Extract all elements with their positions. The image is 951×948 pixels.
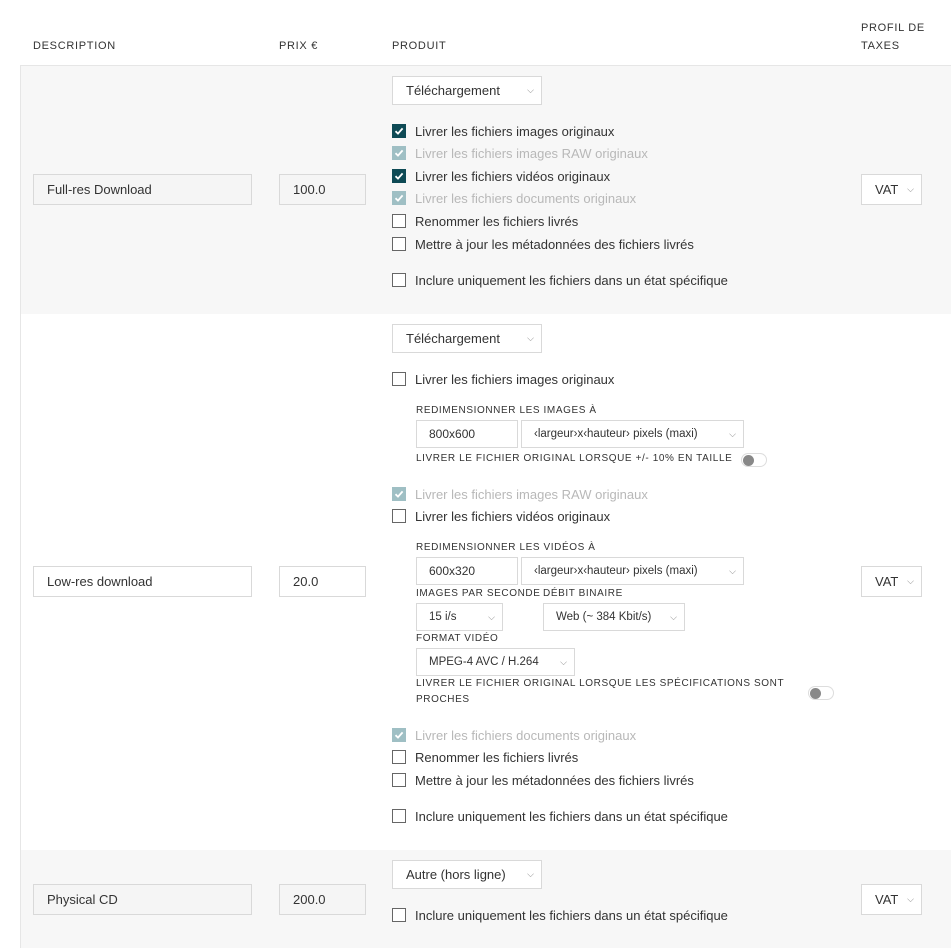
option-checkbox — [392, 485, 648, 503]
chevron-down-icon: ⌵ — [907, 894, 914, 904]
option-checkbox[interactable] — [392, 167, 610, 185]
video-format-select[interactable] — [416, 648, 575, 676]
option-label: Livrer les fichiers images RAW originaux — [415, 486, 648, 502]
header-description: DESCRIPTION — [33, 40, 116, 52]
checkbox-box[interactable] — [392, 237, 406, 251]
image-resize-mode-select[interactable] — [521, 420, 744, 448]
option-label: Livrer les fichiers images originaux — [415, 123, 615, 139]
header-tax-profile-line1: PROFIL DE — [861, 22, 925, 34]
option-label: Renommer les fichiers livrés — [415, 749, 579, 765]
chevron-down-icon: ⌵ — [670, 612, 677, 622]
chevron-down-icon: ⌵ — [488, 612, 495, 622]
header-tax-profile-line2: TAXES — [861, 40, 900, 52]
product-type-select[interactable] — [392, 324, 542, 353]
option-label: Inclure uniquement les fichiers dans un état spécifique — [415, 272, 728, 288]
chevron-down-icon: ⌵ — [907, 576, 914, 586]
product-type-value: Téléchargement — [406, 331, 500, 346]
chevron-down-icon: ⌵ — [907, 184, 914, 194]
check-icon — [392, 146, 406, 160]
price-input[interactable]: 20.0 — [279, 566, 366, 597]
chevron-down-icon: ⌵ — [527, 869, 534, 879]
video-resize-label: REDIMENSIONNER LES VIDÉOS À — [416, 542, 596, 553]
description-input[interactable]: Full-res Download — [33, 174, 252, 205]
check-icon — [392, 191, 406, 205]
tax-profile-value: VAT — [875, 574, 899, 589]
option-label: Inclure uniquement les fichiers dans un état spécifique — [415, 808, 728, 824]
toggle-knob — [743, 455, 754, 466]
option-checkbox[interactable] — [392, 748, 578, 766]
fps-label: IMAGES PAR SECONDE — [416, 588, 541, 599]
video-format-value: MPEG-4 AVC / H.264 — [429, 656, 539, 668]
header-price: PRIX € — [279, 40, 319, 52]
checkbox-box[interactable] — [392, 509, 406, 523]
checkbox-box[interactable] — [392, 372, 406, 386]
video-resize-mode-select[interactable] — [521, 557, 744, 585]
image-resize-input[interactable]: 800x600 — [416, 420, 518, 448]
option-checkbox[interactable] — [392, 212, 578, 230]
checkbox-box[interactable] — [392, 214, 406, 228]
option-checkbox[interactable] — [392, 370, 614, 388]
description-input[interactable]: Physical CD — [33, 884, 252, 915]
option-checkbox[interactable] — [392, 122, 614, 140]
header-product: PRODUIT — [392, 40, 447, 52]
tax-profile-select[interactable] — [861, 174, 922, 205]
option-label: Livrer les fichiers documents originaux — [415, 190, 637, 206]
option-label: Livrer les fichiers vidéos originaux — [415, 168, 611, 184]
price-input[interactable]: 200.0 — [279, 884, 366, 915]
chevron-down-icon: ⌵ — [729, 566, 736, 576]
price-input[interactable]: 100.0 — [279, 174, 366, 205]
check-icon — [392, 487, 406, 501]
toggle-knob — [810, 688, 821, 699]
fps-select[interactable] — [416, 603, 503, 631]
image-resize-mode-value: ‹largeur›x‹hauteur› pixels (maxi) — [534, 428, 698, 440]
tax-profile-select[interactable] — [861, 566, 922, 597]
checkbox-box[interactable] — [392, 908, 406, 922]
checkbox-box[interactable] — [392, 273, 406, 287]
option-label: Mettre à jour les métadonnées des fichiers livrés — [415, 772, 694, 788]
option-checkbox[interactable] — [392, 235, 694, 253]
product-type-select[interactable] — [392, 860, 542, 889]
chevron-down-icon: ⌵ — [729, 429, 736, 439]
video-format-label: FORMAT VIDÉO — [416, 633, 499, 644]
option-label: Livrer les fichiers images RAW originaux — [415, 145, 648, 161]
bitrate-label: DÉBIT BINAIRE — [543, 588, 623, 599]
chevron-down-icon: ⌵ — [527, 333, 534, 343]
state-filter-checkbox[interactable] — [392, 271, 728, 289]
bitrate-select[interactable] — [543, 603, 685, 631]
option-label: Livrer les fichiers vidéos originaux — [415, 508, 611, 524]
check-icon[interactable] — [392, 124, 406, 138]
tax-profile-select[interactable] — [861, 884, 922, 915]
product-type-value: Téléchargement — [406, 83, 500, 98]
product-type-value: Autre (hors ligne) — [406, 867, 506, 882]
checkbox-box[interactable] — [392, 750, 406, 764]
option-checkbox[interactable] — [392, 507, 610, 525]
checkbox-box[interactable] — [392, 809, 406, 823]
video-keep-original-label-line1: LIVRER LE FICHIER ORIGINAL LORSQUE LES SPÉCIFICATIONS SONT — [416, 678, 785, 689]
option-checkbox — [392, 144, 648, 162]
state-filter-checkbox[interactable] — [392, 807, 728, 825]
checkbox-box[interactable] — [392, 773, 406, 787]
chevron-down-icon: ⌵ — [560, 657, 567, 667]
bitrate-value: Web (~ 384 Kbit/s) — [556, 611, 652, 623]
description-input[interactable]: Low-res download — [33, 566, 252, 597]
image-keep-original-label: LIVRER LE FICHIER ORIGINAL LORSQUE +/- 10% EN TAILLE — [416, 453, 733, 464]
video-keep-original-label-line2: PROCHES — [416, 694, 470, 705]
tax-profile-value: VAT — [875, 892, 899, 907]
image-resize-label: REDIMENSIONNER LES IMAGES À — [416, 405, 597, 416]
option-label: Livrer les fichiers images originaux — [415, 371, 615, 387]
image-keep-original-toggle[interactable] — [741, 453, 767, 467]
option-checkbox — [392, 189, 636, 207]
video-resize-input[interactable]: 600x320 — [416, 557, 518, 585]
option-checkbox[interactable] — [392, 771, 694, 789]
video-keep-original-toggle[interactable] — [808, 686, 834, 700]
check-icon[interactable] — [392, 169, 406, 183]
check-icon — [392, 728, 406, 742]
option-label: Inclure uniquement les fichiers dans un état spécifique — [415, 907, 728, 923]
option-label: Mettre à jour les métadonnées des fichiers livrés — [415, 236, 694, 252]
tax-profile-value: VAT — [875, 182, 899, 197]
state-filter-checkbox[interactable] — [392, 906, 728, 924]
fps-value: 15 i/s — [429, 611, 457, 623]
product-type-select[interactable] — [392, 76, 542, 105]
option-checkbox — [392, 726, 636, 744]
chevron-down-icon: ⌵ — [527, 85, 534, 95]
option-label: Renommer les fichiers livrés — [415, 213, 579, 229]
option-label: Livrer les fichiers documents originaux — [415, 727, 637, 743]
video-resize-mode-value: ‹largeur›x‹hauteur› pixels (maxi) — [534, 565, 698, 577]
